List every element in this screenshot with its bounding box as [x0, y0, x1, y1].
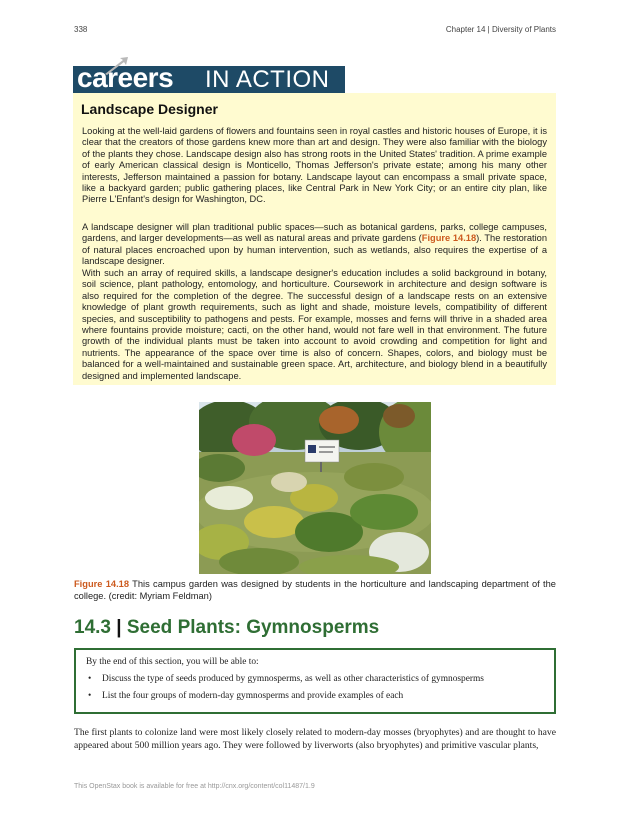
body-paragraph: The first plants to colonize land were most likely closely related to modern-day mosses (bryophytes) and are thought to have appeared about 500 million years ago. They were followed by liverworts (also bryophytes) and primitive vascular plants, [74, 727, 556, 751]
arrow-icon [103, 56, 129, 76]
career-paragraph-2-text-b: ). The restoration of natural places encroached upon by human intervention, such as wetlands, also requires the expertise of a landscape designer. [82, 233, 547, 267]
banner-careers-text: careers [77, 62, 174, 93]
career-paragraph-2-text-a: A landscape designer will plan traditional public spaces—such as botanical gardens, parks, college campuses, gardens, and larger developments—as well as natural areas and private gardens ( [82, 222, 547, 244]
career-paragraph-3: With such an array of required skills, a landscape designer's education includes a solid background in botany, soil science, plant pathology, entomology, and horticulture. Coursework in architecture and design software is also required for the completion of the degree. The successful design of a landscape rests on an extensive knowledge of plant growth requirements, such as light and shade, moisture levels, compatibility of different species, and susceptibility to pathogens and pests. For example, mosses and ferns will thrive in a shaded area where fountains provide moisture; cacti, on the other hand, would not fare well in that environment. The future growth of the individual plants must be taken into account to avoid crowding and competition for light and nutrients. The appearance of the space over time is also of concern. Shapes, colors, and biology must be balanced for a well-maintained and sustainable green space. Art, architecture, and biology blend in a beautifully designed and implemented landscape. [82, 268, 547, 381]
objectives-list [88, 671, 484, 705]
objectives-intro: By the end of this section, you will be able to: [86, 657, 259, 667]
section-title: Seed Plants: Gymnosperms [126, 617, 380, 638]
career-paragraph-1: Looking at the well-laid gardens of flowers and fountains seen in royal castles and historic houses of Europe, it is clear that the creators of those gardens knew more than art and design. They were also familiar with the biology of the plants they chose. Landscape design also has strong roots in the United States' tradition. A prime example of early American classical design is Monticello, Thomas Jefferson's private estate; among his many other interests, Jefferson maintained a passion for botany. Landscape layout can encompass a small private space, like a backyard garden; public gathering places, like Central Park in New York City; or an entire city plan, like Pierre L'Enfant's design for Washington, DC. [82, 126, 547, 205]
section-number: 14.3 [74, 617, 111, 638]
objective-item: • List the four groups of modern-day gymnosperms and provide examples of each [88, 688, 484, 705]
figure-caption-text: This campus garden was designed by students in the horticulture and landscaping department of the college. (credit: Myriam Feldman) [74, 579, 556, 601]
page-number: 338 [74, 25, 88, 34]
footer-text: This OpenStax book is available for free at http://cnx.org/content/col11487/1.9 [74, 783, 315, 790]
careers-in-action-banner [73, 62, 345, 93]
figure-caption [74, 579, 556, 602]
garden-illustration [199, 402, 431, 574]
learning-objectives-box [74, 648, 556, 714]
garden-photo [199, 402, 431, 574]
career-paragraph-2 [82, 222, 547, 268]
objective-item: • Discuss the type of seeds produced by gymnosperms, as well as other characteristics of gymnosperms [88, 671, 484, 688]
section-heading [74, 617, 379, 639]
figure-label: Figure 14.18 [74, 579, 129, 589]
banner-in-action-text: IN ACTION [205, 66, 330, 93]
section-separator: | [116, 617, 122, 638]
figure-link[interactable]: Figure 14.18 [421, 233, 477, 244]
career-title: Landscape Designer [81, 101, 218, 117]
career-feature-box [73, 93, 556, 385]
chapter-header: Chapter 14 | Diversity of Plants [445, 25, 556, 34]
